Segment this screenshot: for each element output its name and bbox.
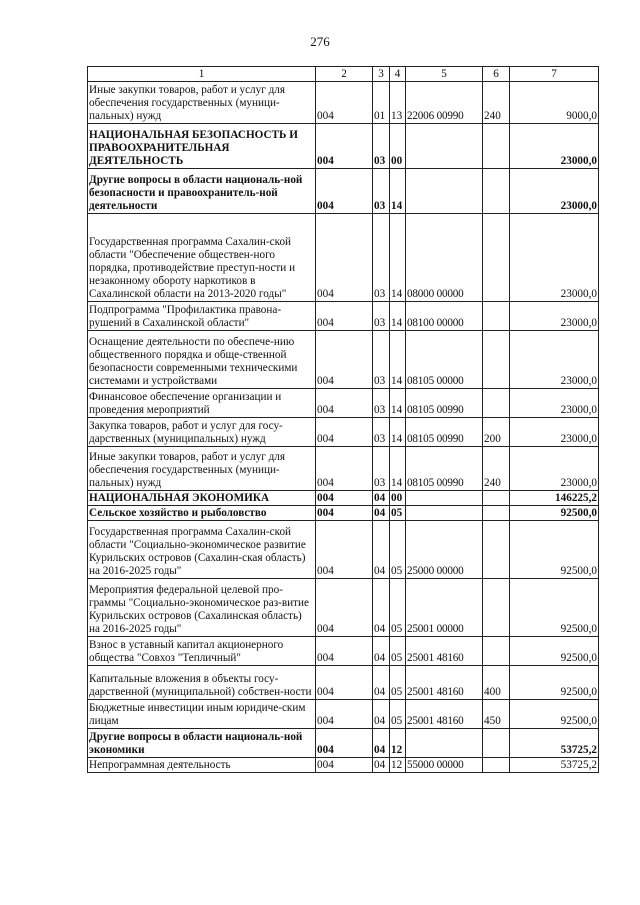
row-amount-cell: 23000,0 (510, 331, 599, 389)
row-expense-type-cell: 240 (483, 447, 510, 491)
row-target-article-cell: 25001 48160 (406, 666, 483, 700)
row-expense-type-cell (483, 729, 510, 758)
row-admin-code-cell: 004 (316, 637, 373, 666)
row-admin-code-cell: 004 (316, 124, 373, 169)
row-expense-type-cell (483, 169, 510, 214)
column-header: 5 (406, 67, 483, 82)
table-row (88, 491, 599, 506)
row-amount-cell: 23000,0 (510, 447, 599, 491)
row-amount-cell: 23000,0 (510, 124, 599, 169)
row-admin-code-cell: 004 (316, 418, 373, 447)
row-name-cell: НАЦИОНАЛЬНАЯ ЭКОНОМИКА (88, 491, 316, 506)
row-expense-type-cell: 400 (483, 666, 510, 700)
row-admin-code-cell: 004 (316, 666, 373, 700)
row-section-cell: 04 (373, 506, 390, 521)
row-expense-type-cell (483, 214, 510, 302)
row-section-cell: 03 (373, 331, 390, 389)
row-expense-type-cell: 200 (483, 418, 510, 447)
table-row (88, 700, 599, 729)
row-section-cell: 03 (373, 389, 390, 418)
row-section-cell: 04 (373, 758, 390, 773)
row-name-cell: Другие вопросы в области националь-ной экономики (88, 729, 316, 758)
row-subsection-cell: 12 (390, 758, 406, 773)
row-admin-code-cell: 004 (316, 302, 373, 331)
row-expense-type-cell (483, 389, 510, 418)
row-expense-type-cell: 450 (483, 700, 510, 729)
row-target-article-cell: 08105 00000 (406, 331, 483, 389)
row-target-article-cell: 55000 00000 (406, 758, 483, 773)
row-amount-cell: 92500,0 (510, 700, 599, 729)
row-subsection-cell: 00 (390, 491, 406, 506)
table-row (88, 82, 599, 124)
row-section-cell: 01 (373, 82, 390, 124)
row-admin-code-cell: 004 (316, 700, 373, 729)
row-name-cell: Взнос в уставный капитал акционерного общества "Совхоз "Тепличный" (88, 637, 316, 666)
row-target-article-cell: 22006 00990 (406, 82, 483, 124)
row-target-article-cell: 08105 00990 (406, 418, 483, 447)
row-subsection-cell: 14 (390, 302, 406, 331)
table-row (88, 758, 599, 773)
row-target-article-cell (406, 729, 483, 758)
page-number: 276 (310, 34, 330, 49)
row-subsection-cell: 14 (390, 447, 406, 491)
row-name-cell: Другие вопросы в области националь-ной безопасности и правоохранитель-ной деятельности (88, 169, 316, 214)
column-header: 3 (373, 67, 390, 82)
row-subsection-cell: 14 (390, 214, 406, 302)
row-amount-cell: 92500,0 (510, 506, 599, 521)
row-amount-cell: 92500,0 (510, 579, 599, 637)
row-name-cell: Мероприятия федеральной целевой про-граммы "Социально-экономическое раз-витие Курильских островов (Сахалинская область) на 2016-2025 годы" (88, 579, 316, 637)
row-section-cell: 04 (373, 729, 390, 758)
row-target-article-cell (406, 169, 483, 214)
row-admin-code-cell: 004 (316, 729, 373, 758)
row-expense-type-cell: 240 (483, 82, 510, 124)
table-row (88, 389, 599, 418)
table-row (88, 521, 599, 579)
row-expense-type-cell (483, 302, 510, 331)
row-amount-cell: 23000,0 (510, 418, 599, 447)
table-row (88, 637, 599, 666)
row-subsection-cell: 05 (390, 637, 406, 666)
table-row (88, 418, 599, 447)
row-admin-code-cell: 004 (316, 331, 373, 389)
budget-table (87, 66, 599, 773)
row-target-article-cell (406, 506, 483, 521)
row-amount-cell: 92500,0 (510, 521, 599, 579)
row-subsection-cell: 05 (390, 521, 406, 579)
row-section-cell: 04 (373, 666, 390, 700)
column-header: 7 (510, 67, 599, 82)
row-expense-type-cell (483, 491, 510, 506)
table-row (88, 579, 599, 637)
table-row (88, 331, 599, 389)
row-amount-cell: 92500,0 (510, 666, 599, 700)
row-section-cell: 03 (373, 302, 390, 331)
row-expense-type-cell (483, 506, 510, 521)
row-name-cell: Сельское хозяйство и рыболовство (88, 506, 316, 521)
row-admin-code-cell: 004 (316, 447, 373, 491)
row-target-article-cell: 08000 00000 (406, 214, 483, 302)
row-amount-cell: 146225,2 (510, 491, 599, 506)
row-amount-cell: 23000,0 (510, 214, 599, 302)
row-section-cell: 04 (373, 521, 390, 579)
column-header: 2 (316, 67, 373, 82)
row-amount-cell: 9000,0 (510, 82, 599, 124)
row-name-cell: Иные закупки товаров, работ и услуг для обеспечения государственных (муници-пальных) нужд (88, 82, 316, 124)
row-expense-type-cell (483, 521, 510, 579)
row-expense-type-cell (483, 124, 510, 169)
row-name-cell: НАЦИОНАЛЬНАЯ БЕЗОПАСНОСТЬ И ПРАВООХРАНИТЕЛЬНАЯ ДЕЯТЕЛЬНОСТЬ (88, 124, 316, 169)
row-name-cell: Финансовое обеспечение организации и проведения мероприятий (88, 389, 316, 418)
row-amount-cell: 92500,0 (510, 637, 599, 666)
row-target-article-cell: 25001 00000 (406, 579, 483, 637)
column-header: 4 (390, 67, 406, 82)
column-header: 1 (88, 67, 316, 82)
table-row (88, 666, 599, 700)
table-row (88, 447, 599, 491)
row-amount-cell: 53725,2 (510, 729, 599, 758)
row-expense-type-cell (483, 579, 510, 637)
table-row (88, 302, 599, 331)
row-section-cell: 03 (373, 214, 390, 302)
row-amount-cell: 23000,0 (510, 389, 599, 418)
row-admin-code-cell: 004 (316, 82, 373, 124)
row-amount-cell: 23000,0 (510, 302, 599, 331)
row-target-article-cell: 08100 00000 (406, 302, 483, 331)
row-subsection-cell: 14 (390, 331, 406, 389)
row-name-cell: Капитальные вложения в объекты госу-дарственной (муниципальной) собствен-ности (88, 666, 316, 700)
row-name-cell: Оснащение деятельности по обеспече-нию общественного порядка и обще-ственной безопасности современными техническими системами и устройствами (88, 331, 316, 389)
row-subsection-cell: 05 (390, 700, 406, 729)
row-subsection-cell: 05 (390, 666, 406, 700)
table-row (88, 124, 599, 169)
row-section-cell: 04 (373, 637, 390, 666)
table-body (88, 82, 599, 773)
row-target-article-cell: 08105 00990 (406, 389, 483, 418)
row-target-article-cell: 08105 00990 (406, 447, 483, 491)
row-subsection-cell: 12 (390, 729, 406, 758)
table-row (88, 214, 599, 302)
row-target-article-cell: 25001 48160 (406, 700, 483, 729)
row-subsection-cell: 14 (390, 389, 406, 418)
table-row (88, 506, 599, 521)
row-amount-cell: 53725,2 (510, 758, 599, 773)
row-expense-type-cell (483, 637, 510, 666)
row-name-cell: Закупка товаров, работ и услуг для госу-дарственных (муниципальных) нужд (88, 418, 316, 447)
row-name-cell: Иные закупки товаров, работ и услуг для обеспечения государственных (муници-пальных) нужд (88, 447, 316, 491)
row-section-cell: 04 (373, 700, 390, 729)
table-row (88, 169, 599, 214)
table-header-row (88, 67, 599, 82)
row-name-cell: Государственная программа Сахалин-ской области "Социально-экономическое развитие Курильских островов (Сахалин-ская область) на 2016-2025 годы" (88, 521, 316, 579)
column-header: 6 (483, 67, 510, 82)
row-target-article-cell (406, 491, 483, 506)
row-admin-code-cell: 004 (316, 758, 373, 773)
row-section-cell: 04 (373, 491, 390, 506)
row-target-article-cell (406, 124, 483, 169)
row-section-cell: 03 (373, 418, 390, 447)
row-name-cell: Бюджетные инвестиции иным юридиче-ским лицам (88, 700, 316, 729)
row-name-cell: Государственная программа Сахалин-ской области "Обеспечение обществен-ного порядка, противодействие преступ-ности и незаконному обороту наркотиков в Сахалинской области на 2013-2020 годы" (88, 214, 316, 302)
row-section-cell: 03 (373, 124, 390, 169)
row-section-cell: 03 (373, 169, 390, 214)
row-subsection-cell: 05 (390, 506, 406, 521)
row-admin-code-cell: 004 (316, 579, 373, 637)
row-section-cell: 03 (373, 447, 390, 491)
row-admin-code-cell: 004 (316, 214, 373, 302)
row-admin-code-cell: 004 (316, 491, 373, 506)
row-expense-type-cell (483, 331, 510, 389)
row-admin-code-cell: 004 (316, 169, 373, 214)
row-subsection-cell: 13 (390, 82, 406, 124)
row-name-cell: Непрограммная деятельность (88, 758, 316, 773)
row-subsection-cell: 05 (390, 579, 406, 637)
row-section-cell: 04 (373, 579, 390, 637)
row-target-article-cell: 25001 48160 (406, 637, 483, 666)
table-row (88, 729, 599, 758)
row-admin-code-cell: 004 (316, 521, 373, 579)
row-expense-type-cell (483, 758, 510, 773)
row-subsection-cell: 14 (390, 418, 406, 447)
row-subsection-cell: 14 (390, 169, 406, 214)
row-subsection-cell: 00 (390, 124, 406, 169)
row-name-cell: Подпрограмма "Профилактика правона-рушений в Сахалинской области" (88, 302, 316, 331)
row-target-article-cell: 25000 00000 (406, 521, 483, 579)
row-admin-code-cell: 004 (316, 389, 373, 418)
row-admin-code-cell: 004 (316, 506, 373, 521)
row-amount-cell: 23000,0 (510, 169, 599, 214)
